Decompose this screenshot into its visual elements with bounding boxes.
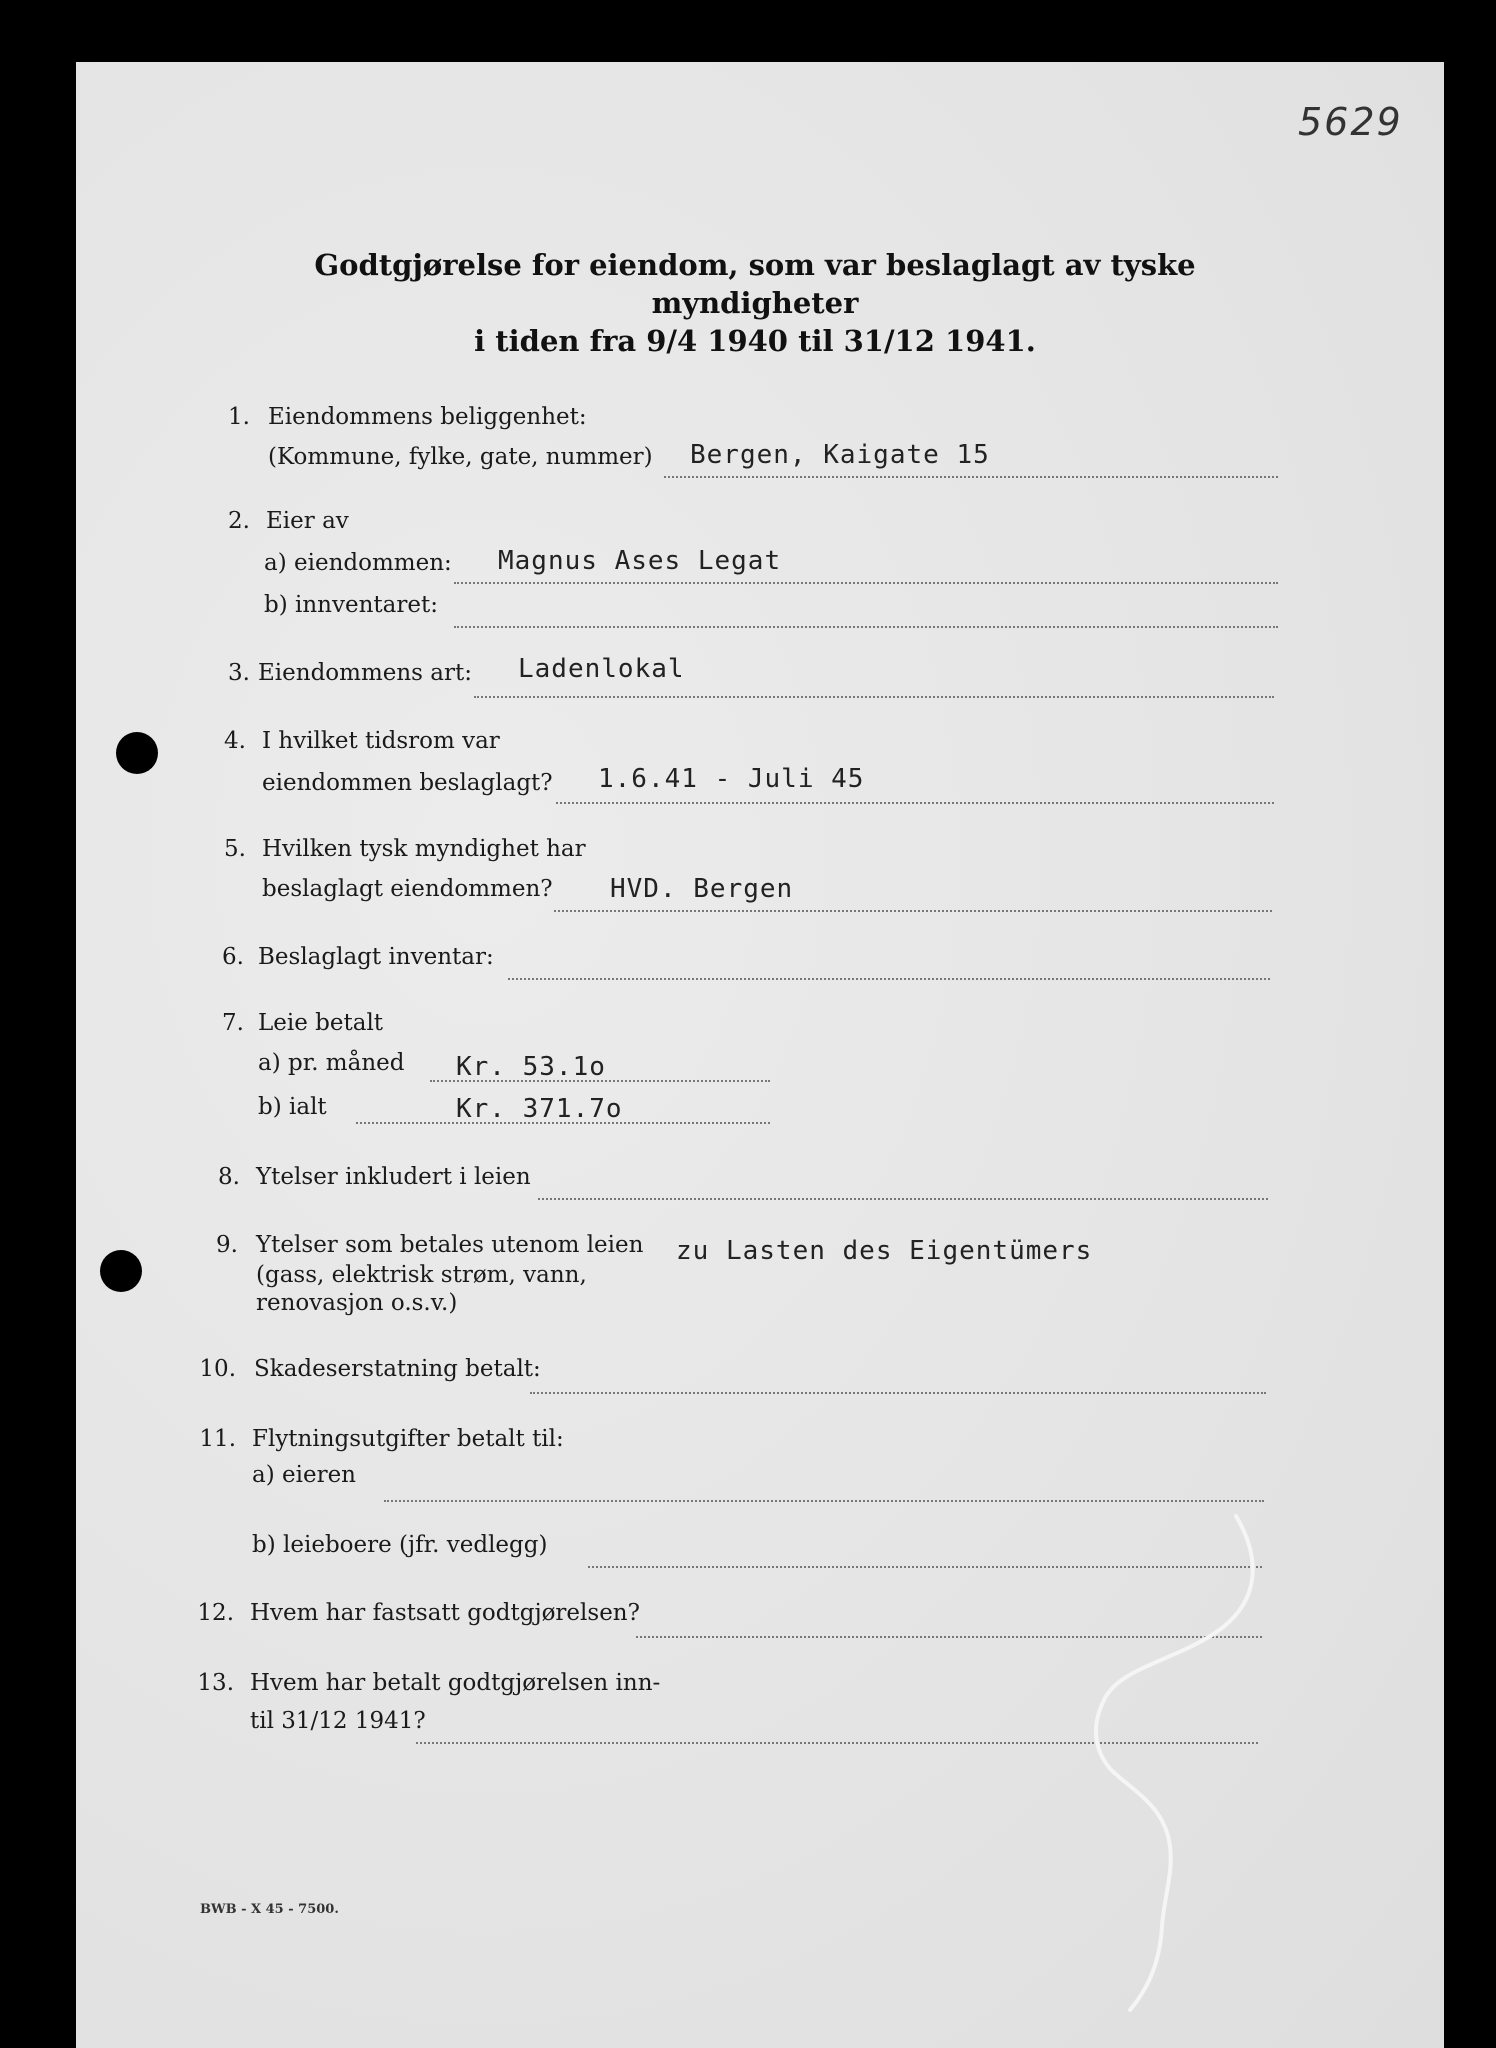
item-7a-line — [430, 1080, 770, 1082]
item-9-label: Ytelser som betales utenom leien — [256, 1232, 644, 1258]
item-12-line — [636, 1636, 1262, 1638]
item-5-number: 5. — [224, 836, 246, 862]
item-4-line — [556, 802, 1274, 804]
item-3-value: Ladenlokal — [518, 654, 685, 684]
item-2-number: 2. — [228, 508, 250, 534]
item-11a-line — [384, 1500, 1264, 1502]
item-13-label: Hvem har betalt godtgjørelsen inn- — [250, 1670, 661, 1696]
item-4-number: 4. — [224, 728, 246, 754]
form-title — [240, 246, 1270, 360]
title-line-1: Godtgjørelse for eiendom, som var beslaglagt av tyske myndigheter — [314, 248, 1196, 320]
item-9-number: 9. — [216, 1232, 238, 1258]
item-5-value: HVD. Bergen — [610, 874, 794, 904]
item-7a-value: Kr. 53.1o — [456, 1052, 606, 1082]
item-9-value: zu Lasten des Eigentümers — [676, 1236, 1093, 1266]
item-13-sublabel: til 31/12 1941? — [250, 1708, 426, 1734]
item-2b-line — [454, 626, 1278, 628]
punch-hole-bottom — [100, 1250, 142, 1292]
item-5-sublabel: beslaglagt eiendommen? — [262, 876, 553, 902]
item-1-number: 1. — [228, 404, 250, 430]
item-7-number: 7. — [222, 1010, 244, 1036]
item-7b-label: b) ialt — [258, 1094, 327, 1120]
item-4-value: 1.6.41 - Juli 45 — [598, 764, 865, 794]
item-10-label: Skadeserstatning betalt: — [254, 1356, 541, 1382]
item-1-sublabel: (Kommune, fylke, gate, nummer) — [268, 444, 653, 470]
title-line-2: i tiden fra 9/4 1940 til 31/12 1941. — [474, 324, 1036, 358]
item-6-label: Beslaglagt inventar: — [258, 944, 494, 970]
item-11-label: Flytningsutgifter betalt til: — [252, 1426, 564, 1452]
item-10-number: 10. — [199, 1356, 236, 1382]
item-7a-label: a) pr. måned — [258, 1050, 405, 1076]
item-6-number: 6. — [222, 944, 244, 970]
item-3-number: 3. — [228, 660, 250, 686]
item-12-number: 12. — [197, 1600, 234, 1626]
item-2-label: Eier av — [266, 508, 349, 534]
item-11b-label: b) leieboere (jfr. vedlegg) — [252, 1532, 548, 1558]
item-4-label: I hvilket tidsrom var — [262, 728, 500, 754]
item-5-label: Hvilken tysk myndighet har — [262, 836, 586, 862]
item-3-label: Eiendommens art: — [258, 660, 472, 686]
item-8-label: Ytelser inkludert i leien — [256, 1164, 531, 1190]
item-1-value: Bergen, Kaigate 15 — [690, 440, 990, 470]
form-footer: BWB - X 45 - 7500. — [200, 1902, 339, 1917]
item-2a-line — [454, 582, 1278, 584]
item-8-line — [538, 1198, 1268, 1200]
item-1-label: Eiendommens beliggenhet: — [268, 404, 587, 430]
item-11a-label: a) eieren — [252, 1462, 356, 1488]
item-2b-label: b) innventaret: — [264, 592, 438, 618]
item-2a-value: Magnus Ases Legat — [498, 546, 782, 576]
item-11-number: 11. — [199, 1426, 236, 1452]
item-9-sublabel-2: renovasjon o.s.v.) — [256, 1290, 458, 1316]
item-7-label: Leie betalt — [258, 1010, 384, 1036]
item-4-sublabel: eiendommen beslaglagt? — [262, 770, 553, 796]
item-13-number: 13. — [197, 1670, 234, 1696]
item-5-line — [554, 910, 1272, 912]
item-11b-line — [588, 1566, 1262, 1568]
page-number: 5629 — [1298, 100, 1403, 144]
item-10-line — [530, 1392, 1266, 1394]
item-7b-value: Kr. 371.7o — [456, 1094, 623, 1124]
item-7b-line — [356, 1122, 770, 1124]
punch-hole-top — [116, 732, 158, 774]
item-13-line — [416, 1742, 1258, 1744]
item-2a-label: a) eiendommen: — [264, 550, 452, 576]
item-1-line — [664, 476, 1278, 478]
item-12-label: Hvem har fastsatt godtgjørelsen? — [250, 1600, 640, 1626]
item-3-line — [474, 696, 1274, 698]
item-6-line — [508, 978, 1270, 980]
item-9-sublabel-1: (gass, elektrisk strøm, vann, — [256, 1262, 587, 1288]
item-8-number: 8. — [218, 1164, 240, 1190]
